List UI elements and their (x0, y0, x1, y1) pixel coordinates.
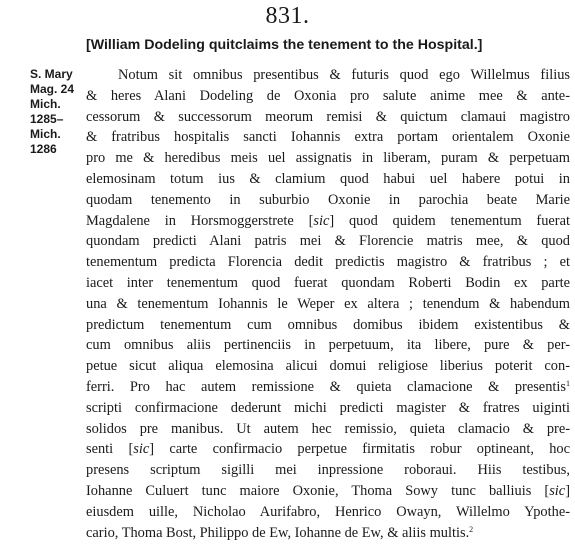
text-line: iacet inter tenementum quod fuerat quondam Roberti Bodin ex parte (86, 274, 570, 291)
text-line: cum omnibus aliis pertinenciis in perpetuum, ita libere, pure & per- (86, 337, 570, 354)
text-line: presens scriptum sigilli mei inpressione roboraui. Hiis testibus, (86, 462, 570, 479)
footnote-ref: 2 (469, 524, 474, 534)
margin-date-line: 1286 (30, 142, 57, 156)
text-line: predictum tenementum cum omnibus domibus ibidem existentibus & (86, 316, 570, 333)
text-line: eiusdem uille, Nicholao Aurifabro, Henrico Owayn, Willelmo Ypothe- (86, 503, 570, 520)
margin-date-line: Mich. (30, 97, 61, 111)
charter-text (86, 65, 570, 543)
text-line: quondam predicti Alani patris mei & Florencie matris mee, & quod (86, 233, 570, 250)
text-segment: cario, Thoma Bost, Philippo de Ew, Iohanne de Ew, & aliis multis. (86, 524, 470, 541)
text-line-with-footnote (86, 377, 570, 398)
margin-date-line: Mich. (30, 127, 61, 141)
text-segment: ferri. Pro hac autem remissione & quieta clamacione & presentis (86, 378, 566, 395)
text-line: elemosinam totum ius & clamium quod habui uel habere potui in (86, 170, 570, 187)
text-line: & fratribus hospitalis sancti Iohannis extra portam orientalem Oxonie (86, 129, 570, 146)
margin-date-line: S. Mary (30, 67, 73, 81)
sic-mark: sic (133, 441, 150, 458)
text-line: quodam tenemento in suburbio Oxonie in parochia beate Marie (86, 191, 570, 208)
text-line: scripti confirmacione dederunt michi predicti magister & fratres uiginti (86, 399, 570, 416)
margin-date-line: 1285– (30, 112, 64, 126)
footnote-ref: 1 (566, 378, 570, 388)
sic-mark: sic (313, 212, 330, 229)
document-heading: [William Dodeling quitclaims the tenement to the Hospital.] (86, 37, 483, 53)
text-line: petue sicut aliqua elemosina alicui domui religiose liberius poterit con- (86, 358, 570, 375)
text-line: Iohanne Culuert tunc maiore Oxonie, Thoma Sowy tunc balliuis [sic] (86, 482, 570, 499)
text-line: solidos pre manibus. Ut autem hec remissio, quieta clamacio & pre- (86, 420, 570, 437)
text-line: senti [sic] carte confirmacio perpetue firmitatis robur optineant, hoc (86, 441, 570, 458)
margin-date-line: Mag. 24 (30, 82, 75, 96)
text-line: Notum sit omnibus presentibus & futuris quod ego Willelmus filius (118, 67, 570, 83)
text-line: cessorum & successorum meorum remisi & quictum clamaui magistro (86, 108, 570, 125)
sic-mark: sic (549, 482, 566, 499)
text-line: tenementum predicta Florencia dedit predictis magistro & fratribus ; et (86, 254, 570, 271)
text-line: pro me & heredibus meis uel assignatis in liberam, puram & perpetuam (86, 150, 570, 167)
text-line: & heres Alani Dodeling de Oxonia pro salute anime mee & ante- (86, 87, 570, 104)
document-number: 831. (265, 3, 310, 29)
text-line: una & tenementum Iohannis le Weper ex altera ; tenendum & habendum (86, 295, 570, 312)
text-line: Magdalene in Horsmoggerstrete [sic] quod quidem tenementum fuerat (86, 212, 570, 229)
text-line-with-footnote (86, 523, 570, 544)
